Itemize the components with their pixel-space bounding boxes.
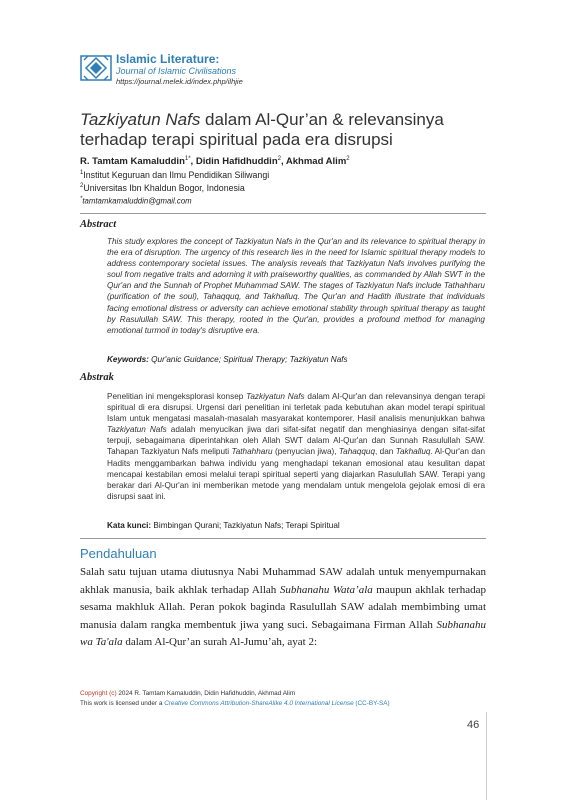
abstract-heading: Abstract xyxy=(80,219,117,230)
introduction-paragraph: Salah satu tujuan utama diutusnya Nabi Muhammad SAW adalah untuk menyempurnakan akhlak manusia, baik akhlak terhadap Allah Subhanahu Wata’ala maupun akhlak terhadap sesama makhluk Allah. Peran pokok baginda Rasulullah SAW adalah membimbing umat manusia dalam rangka membentuk jiwa yang suci. Sebagaimana Firman Allah Subhanahu wa Ta'ala dalam Al-Qur’an surah Al-Jumu’ah, ayat 2: xyxy=(80,566,486,649)
author-name: R. Tamtam Kamaluddin xyxy=(80,156,185,168)
abstrak-text: Penelitian ini mengeksplorasi konsep Tazkiyatun Nafs dalam Al-Qur'an dan relevansinya dengan terapi spiritual di era disrupsi. Urgensi dari penelitian ini terletak pada kebutuhan akan model terapi spiritual Islam untuk mengatasi masalah-masalah masyarakat kontemporer. Hasil analisis menunjukkan bahwa Tazkiyatun Nafs adalah menyucikan jiwa dari sifat-sifat negatif dan menghiasinya dengan sifat-sifat terpuji, sebagaimana diperintahkan oleh Allah SWT dalam Al-Qur'an dan Sunnah Rasulullah SAW. Tahapan Tazkiyatun Nafs meliputi Tathahharu (penyucian jiwa), Tahaqquq, dan Takhalluq. Al-Qur'an dan Hadits menggambarkan bahwa individu yang menghadapi tekanan emosional atau kesulitan dapat mencapai kestabilan emosi melalui terapi spiritual seperti yang diajarkan Rasulullah SAW. Terapi yang berakar dari Al-Qur'an ini memberikan metode yang mendalam untuk mengelola gejolak emosi di era disrupsi saat ini. xyxy=(107,392,486,501)
abstrak-heading: Abstrak xyxy=(80,372,114,383)
journal-subtitle: Journal of Islamic Civilisations xyxy=(116,66,237,76)
kata-kunci-label: Kata kunci: xyxy=(107,521,152,530)
author-sup: 2 xyxy=(346,156,350,162)
author-name: Akhmad Alim xyxy=(285,156,347,168)
affiliation-text: Universitas Ibn Khaldun Bogor, Indonesia xyxy=(83,183,245,193)
license-link[interactable]: Creative Commons Attribution-ShareAlike 4.0 International License xyxy=(164,700,354,707)
affiliation-text: Institut Keguruan dan Ilmu Pendidikan Siliwangi xyxy=(83,170,270,180)
keywords-label: Keywords: xyxy=(107,355,149,364)
article-title-italic: Tazkiyatun Nafs xyxy=(80,110,201,129)
article-title xyxy=(80,110,500,150)
copyright-text: 2024 R. Tamtam Kamaluddin, Didin Hafidhuddin, Akhmad Alim xyxy=(116,690,296,697)
keywords xyxy=(107,355,348,364)
article-title-rest: dalam Al-Qur’an & relevansinya terhadap terapi spiritual pada era disrupsi xyxy=(80,110,444,149)
author-separator: , xyxy=(280,156,286,168)
section-heading-pendahuluan: Pendahuluan xyxy=(80,546,157,561)
license-prefix: This work is licensed under a xyxy=(80,700,165,707)
divider xyxy=(80,213,486,214)
license-suffix: (CC-BY-SA) xyxy=(353,700,390,707)
page-number: 46 xyxy=(467,719,480,731)
kata-kunci xyxy=(107,521,340,530)
author-list xyxy=(80,156,350,167)
page-edge-rule xyxy=(486,712,487,800)
journal-logo-icon xyxy=(80,52,112,84)
author-name: Didin Hafidhuddin xyxy=(195,156,278,168)
affiliation-sup: 1 xyxy=(80,170,84,177)
author-separator: , xyxy=(190,156,196,168)
divider xyxy=(80,538,486,539)
author-sup: 1* xyxy=(184,156,191,162)
keywords-text: Qur'anic Guidance; Spiritual Therapy; Tazkiyatun Nafs xyxy=(151,355,348,364)
kata-kunci-text: Bimbingan Qurani; Tazkiyatun Nafs; Terapi Spiritual xyxy=(153,521,340,530)
copyright-label: Copyright (c) xyxy=(80,690,117,697)
journal-url-link[interactable]: https://journal.melek.id/index.php/ilhjie xyxy=(116,77,243,86)
license-notice xyxy=(80,700,390,707)
copyright-notice xyxy=(80,690,295,697)
affiliation-sup: 2 xyxy=(80,183,84,190)
journal-name: Islamic Literature: xyxy=(116,52,220,66)
email-text[interactable]: tamtamkamaluddin@gmail.com xyxy=(82,196,192,206)
affiliation-2 xyxy=(80,183,245,193)
corresponding-email[interactable] xyxy=(80,196,192,206)
author-sup: 2 xyxy=(277,156,281,162)
affiliation-1 xyxy=(80,170,269,180)
abstract-text: This study explores the concept of Tazkiyatun Nafs in the Qur'an and its relevance to spiritual therapy in the era of disruption. The urgency of this research lies in the need for Islamic spiritual therapy models to address contemporary societal issues. The analysis reveals that Tazkiyatun Nafs involves purifying the soul from negative traits and adorning it with praiseworthy qualities, as commanded by Allah SWT in the Qur'an and the Sunnah of Prophet Muhammad SAW. The stages of Tazkiyatun Nafs include Tathahharu (purification of the soul), Tahaqquq, and Takhalluq. The Qur'an and Hadith illustrate that individuals facing emotional distress or adversity can achieve emotional stability through spiritual therapy as taught by Rasulullah SAW. This therapy, rooted in the Qur'an, provides a profound method for managing emotional turmoil in today's disruptive era. xyxy=(107,237,485,335)
email-sup: * xyxy=(80,196,83,202)
